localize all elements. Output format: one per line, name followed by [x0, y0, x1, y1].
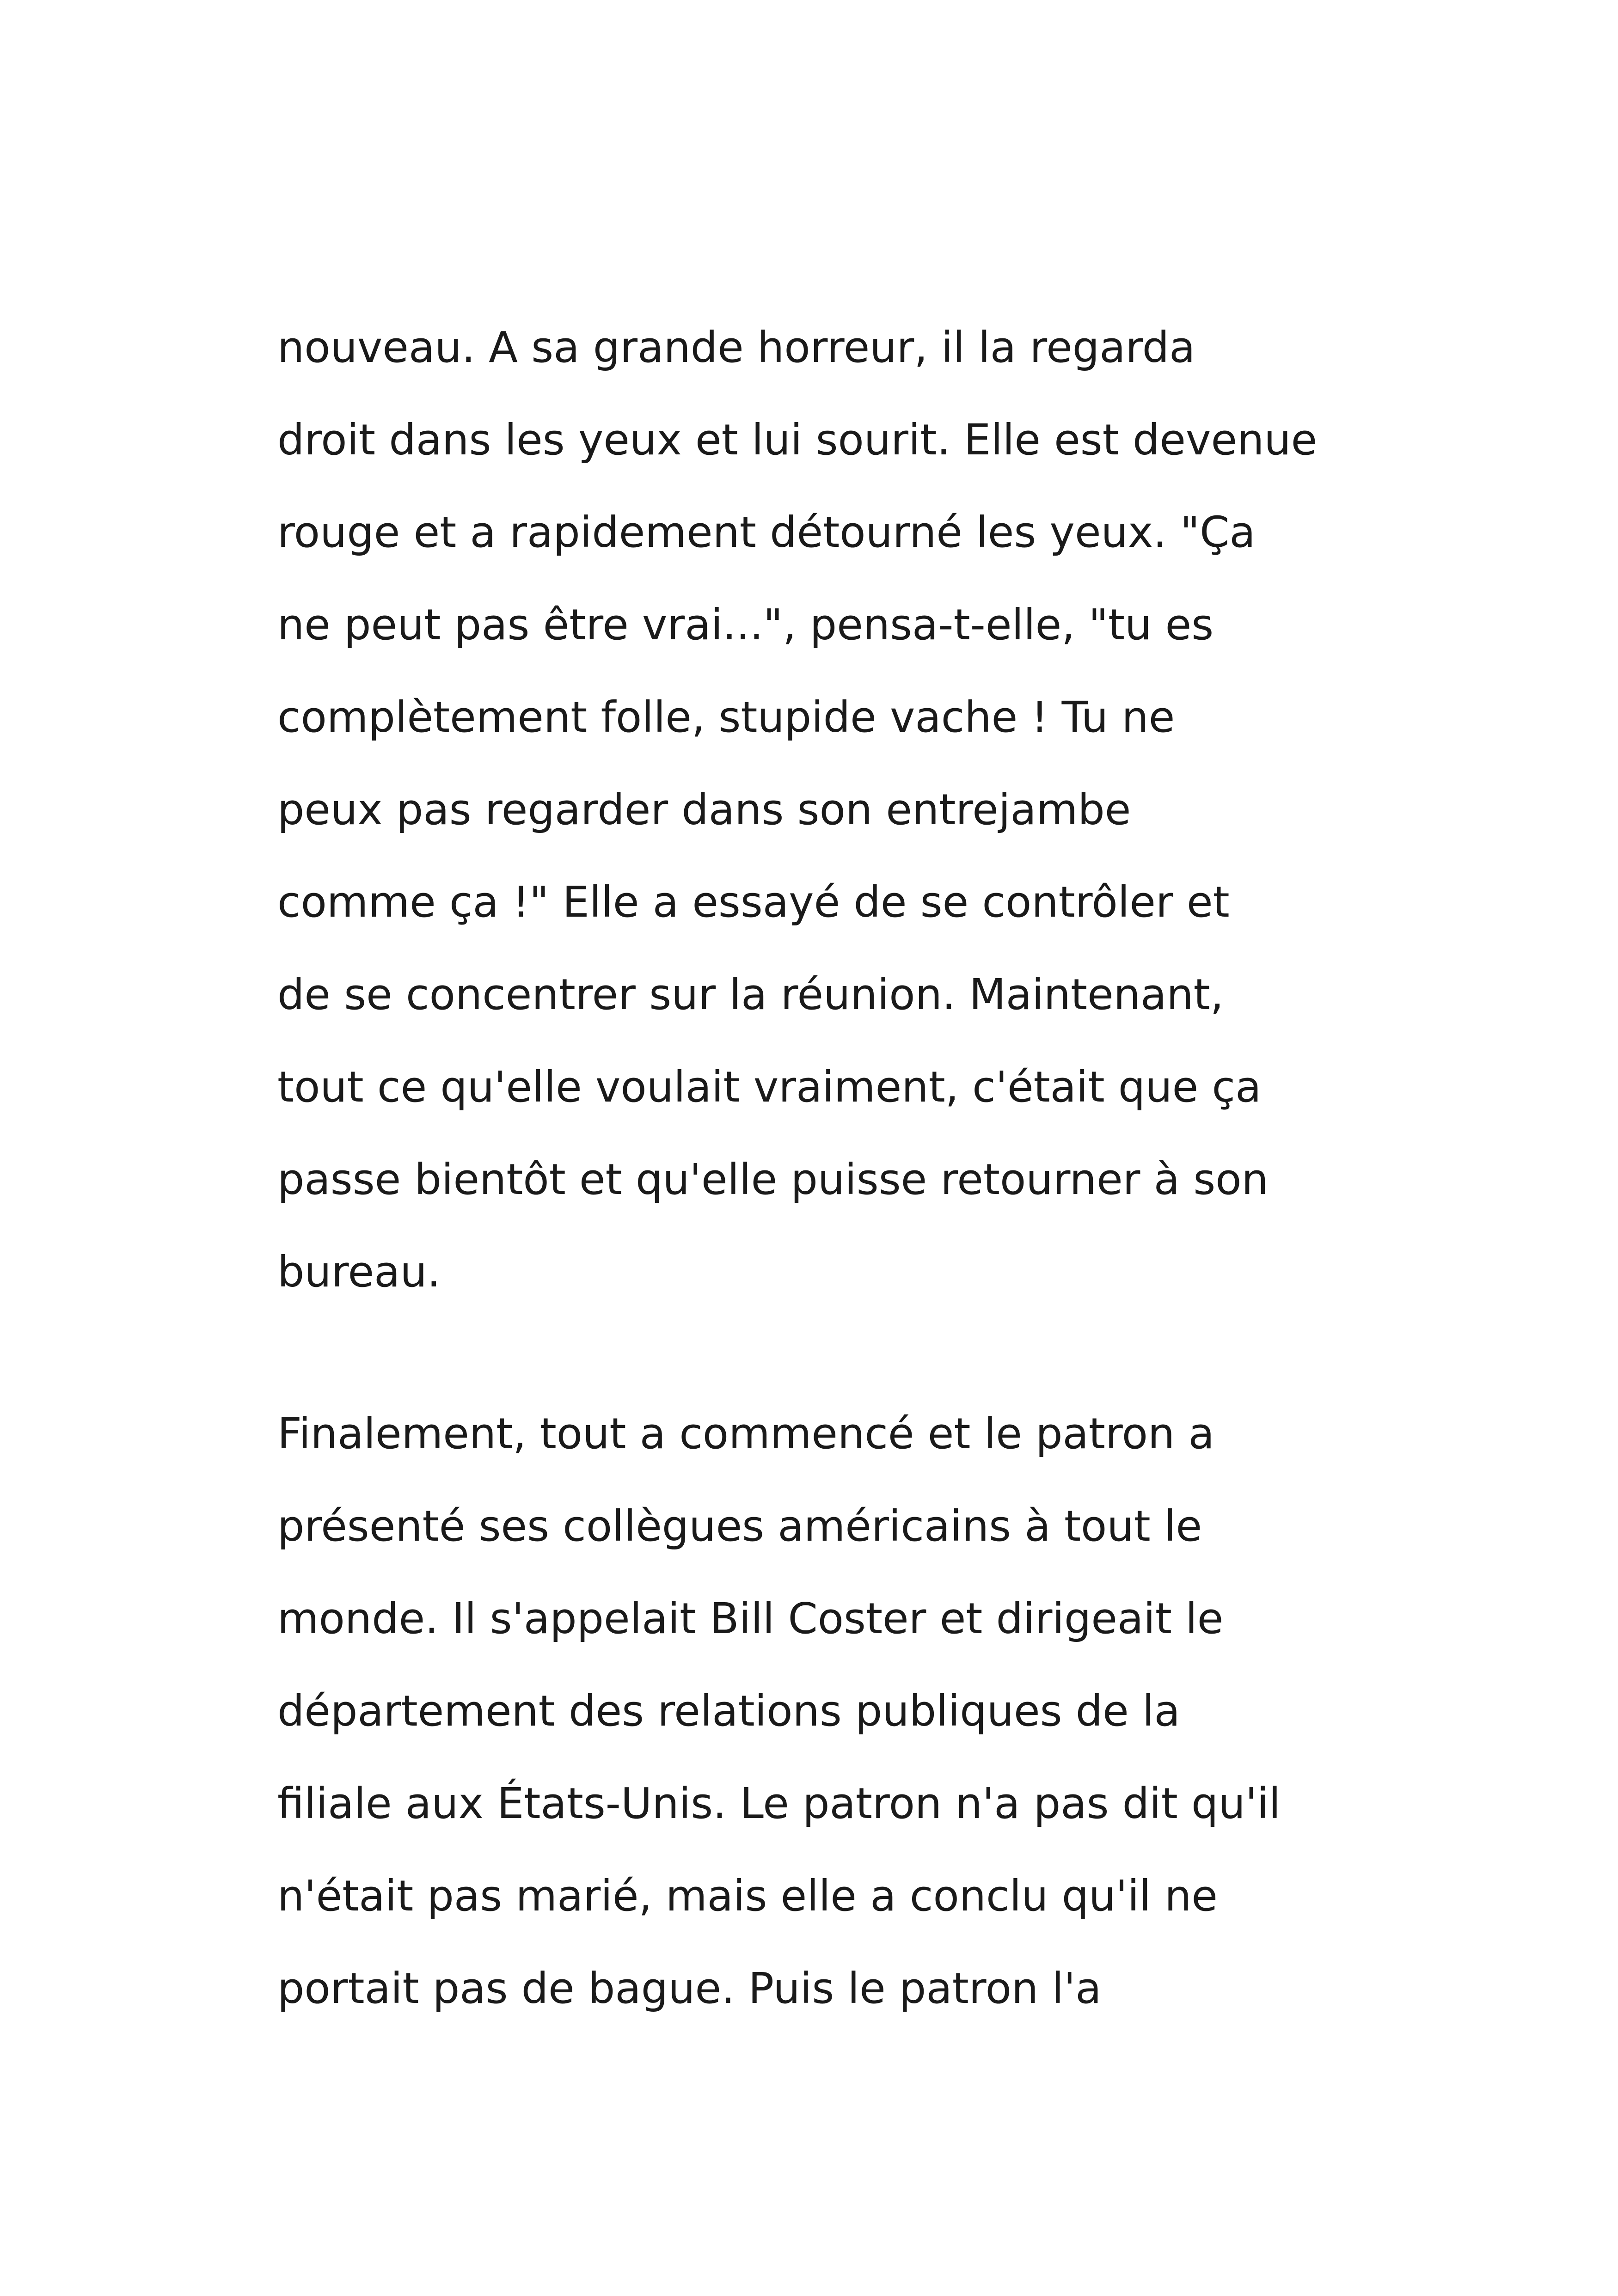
text-line: Finalement, tout a commencé et le patron a — [277, 1409, 1214, 1458]
text-line: présenté ses collègues américains à tout le — [277, 1501, 1202, 1551]
text-line: n'était pas marié, mais elle a conclu qu'il ne — [277, 1871, 1218, 1921]
text-line: bureau. — [277, 1247, 441, 1297]
text-line: portait pas de bague. Puis le patron l'a — [277, 1964, 1102, 2013]
paragraph-1 — [277, 301, 1387, 1318]
text-line: complètement folle, stupide vache ! Tu ne — [277, 692, 1175, 742]
text-line: comme ça !" Elle a essayé de se contrôler et — [277, 877, 1230, 927]
text-line: monde. Il s'appelait Bill Coster et dirigeait le — [277, 1594, 1224, 1643]
text-line: filiale aux États-Unis. Le patron n'a pas dit qu'il — [277, 1779, 1281, 1828]
text-line: tout ce qu'elle voulait vraiment, c'était que ça — [277, 1062, 1262, 1112]
text-line: rouge et a rapidement détourné les yeux. "Ça — [277, 508, 1256, 557]
paragraph-2 — [277, 1388, 1387, 2035]
text-line: département des relations publiques de la — [277, 1686, 1180, 1736]
text-line: ne peut pas être vrai...", pensa-t-elle, "tu es — [277, 600, 1214, 649]
text-line: passe bientôt et qu'elle puisse retourner à son — [277, 1155, 1269, 1204]
text-line: peux pas regarder dans son entrejambe — [277, 785, 1131, 834]
text-line: de se concentrer sur la réunion. Maintenant, — [277, 970, 1224, 1019]
text-line: nouveau. A sa grande horreur, il la regarda — [277, 323, 1195, 372]
text-line: droit dans les yeux et lui sourit. Elle est devenue — [277, 415, 1318, 465]
